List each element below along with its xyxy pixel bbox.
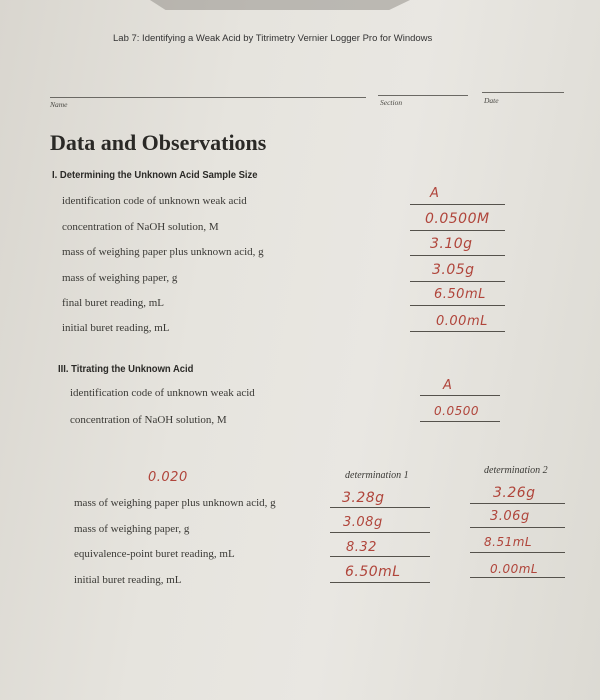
p1-row-label: final buret reading, mL	[62, 297, 165, 309]
answer-line	[420, 421, 500, 422]
section-label: Section	[380, 98, 403, 107]
date-label: Date	[484, 96, 499, 105]
det2-value: 8.51mL	[484, 535, 533, 549]
answer-line	[410, 331, 505, 332]
answer-line	[410, 204, 505, 205]
answer-line	[410, 281, 505, 282]
part1-title: I. Determining the Unknown Acid Sample Size	[52, 169, 258, 181]
part3-title: III. Titrating the Unknown Acid	[58, 363, 194, 375]
determination-1-header: determination 1	[345, 470, 409, 481]
answer-line	[470, 503, 565, 504]
p1-value: A	[430, 186, 440, 201]
answer-line	[410, 255, 505, 256]
determination-2-header: determination 2	[484, 465, 548, 476]
margin-note: 0.020	[148, 470, 188, 485]
lab-title: Lab 7: Identifying a Weak Acid by Titrimetry Vernier Logger Pro for Windows	[113, 33, 433, 44]
table-row-label: mass of weighing paper, g	[74, 523, 190, 535]
p1-row-label: mass of weighing paper, g	[62, 272, 178, 284]
p1-row-label: concentration of NaOH solution, M	[62, 221, 219, 233]
top-shadow	[150, 0, 410, 10]
p1-value: 6.50mL	[434, 287, 486, 302]
p1-value: 3.10g	[430, 236, 473, 252]
p3-value: A	[443, 378, 453, 393]
p3-row-label: concentration of NaOH solution, M	[70, 414, 227, 426]
date-line	[482, 92, 564, 93]
name-label: Name	[50, 100, 68, 109]
answer-line	[330, 556, 430, 557]
p1-value: 0.0500M	[425, 211, 490, 227]
answer-line	[470, 577, 565, 578]
answer-line	[420, 395, 500, 396]
p1-row-label: initial buret reading, mL	[62, 322, 170, 334]
answer-line	[470, 527, 565, 528]
name-line	[50, 97, 366, 98]
det1-value: 3.08g	[343, 515, 383, 530]
answer-line	[410, 305, 505, 306]
table-row-label: initial buret reading, mL	[74, 574, 182, 586]
det1-value: 6.50mL	[345, 564, 401, 580]
answer-line	[330, 532, 430, 533]
p1-value: 3.05g	[432, 262, 475, 278]
p1-row-label: identification code of unknown weak acid	[62, 195, 247, 207]
det1-value: 3.28g	[342, 490, 385, 506]
det2-value: 3.26g	[493, 485, 536, 501]
answer-line	[470, 552, 565, 553]
section-line	[378, 95, 468, 96]
p1-value: 0.00mL	[436, 314, 488, 329]
p3-value: 0.0500	[434, 404, 479, 418]
answer-line	[330, 507, 430, 508]
answer-line	[410, 230, 505, 231]
answer-line	[330, 582, 430, 583]
det2-value: 0.00mL	[490, 562, 539, 576]
table-row-label: equivalence-point buret reading, mL	[74, 548, 235, 560]
det2-value: 3.06g	[490, 509, 530, 524]
p3-row-label: identification code of unknown weak acid	[70, 387, 255, 399]
det1-value: 8.32	[346, 540, 377, 555]
p1-row-label: mass of weighing paper plus unknown acid, g	[62, 246, 264, 258]
page-heading: Data and Observations	[50, 130, 267, 155]
table-row-label: mass of weighing paper plus unknown acid, g	[74, 497, 276, 509]
